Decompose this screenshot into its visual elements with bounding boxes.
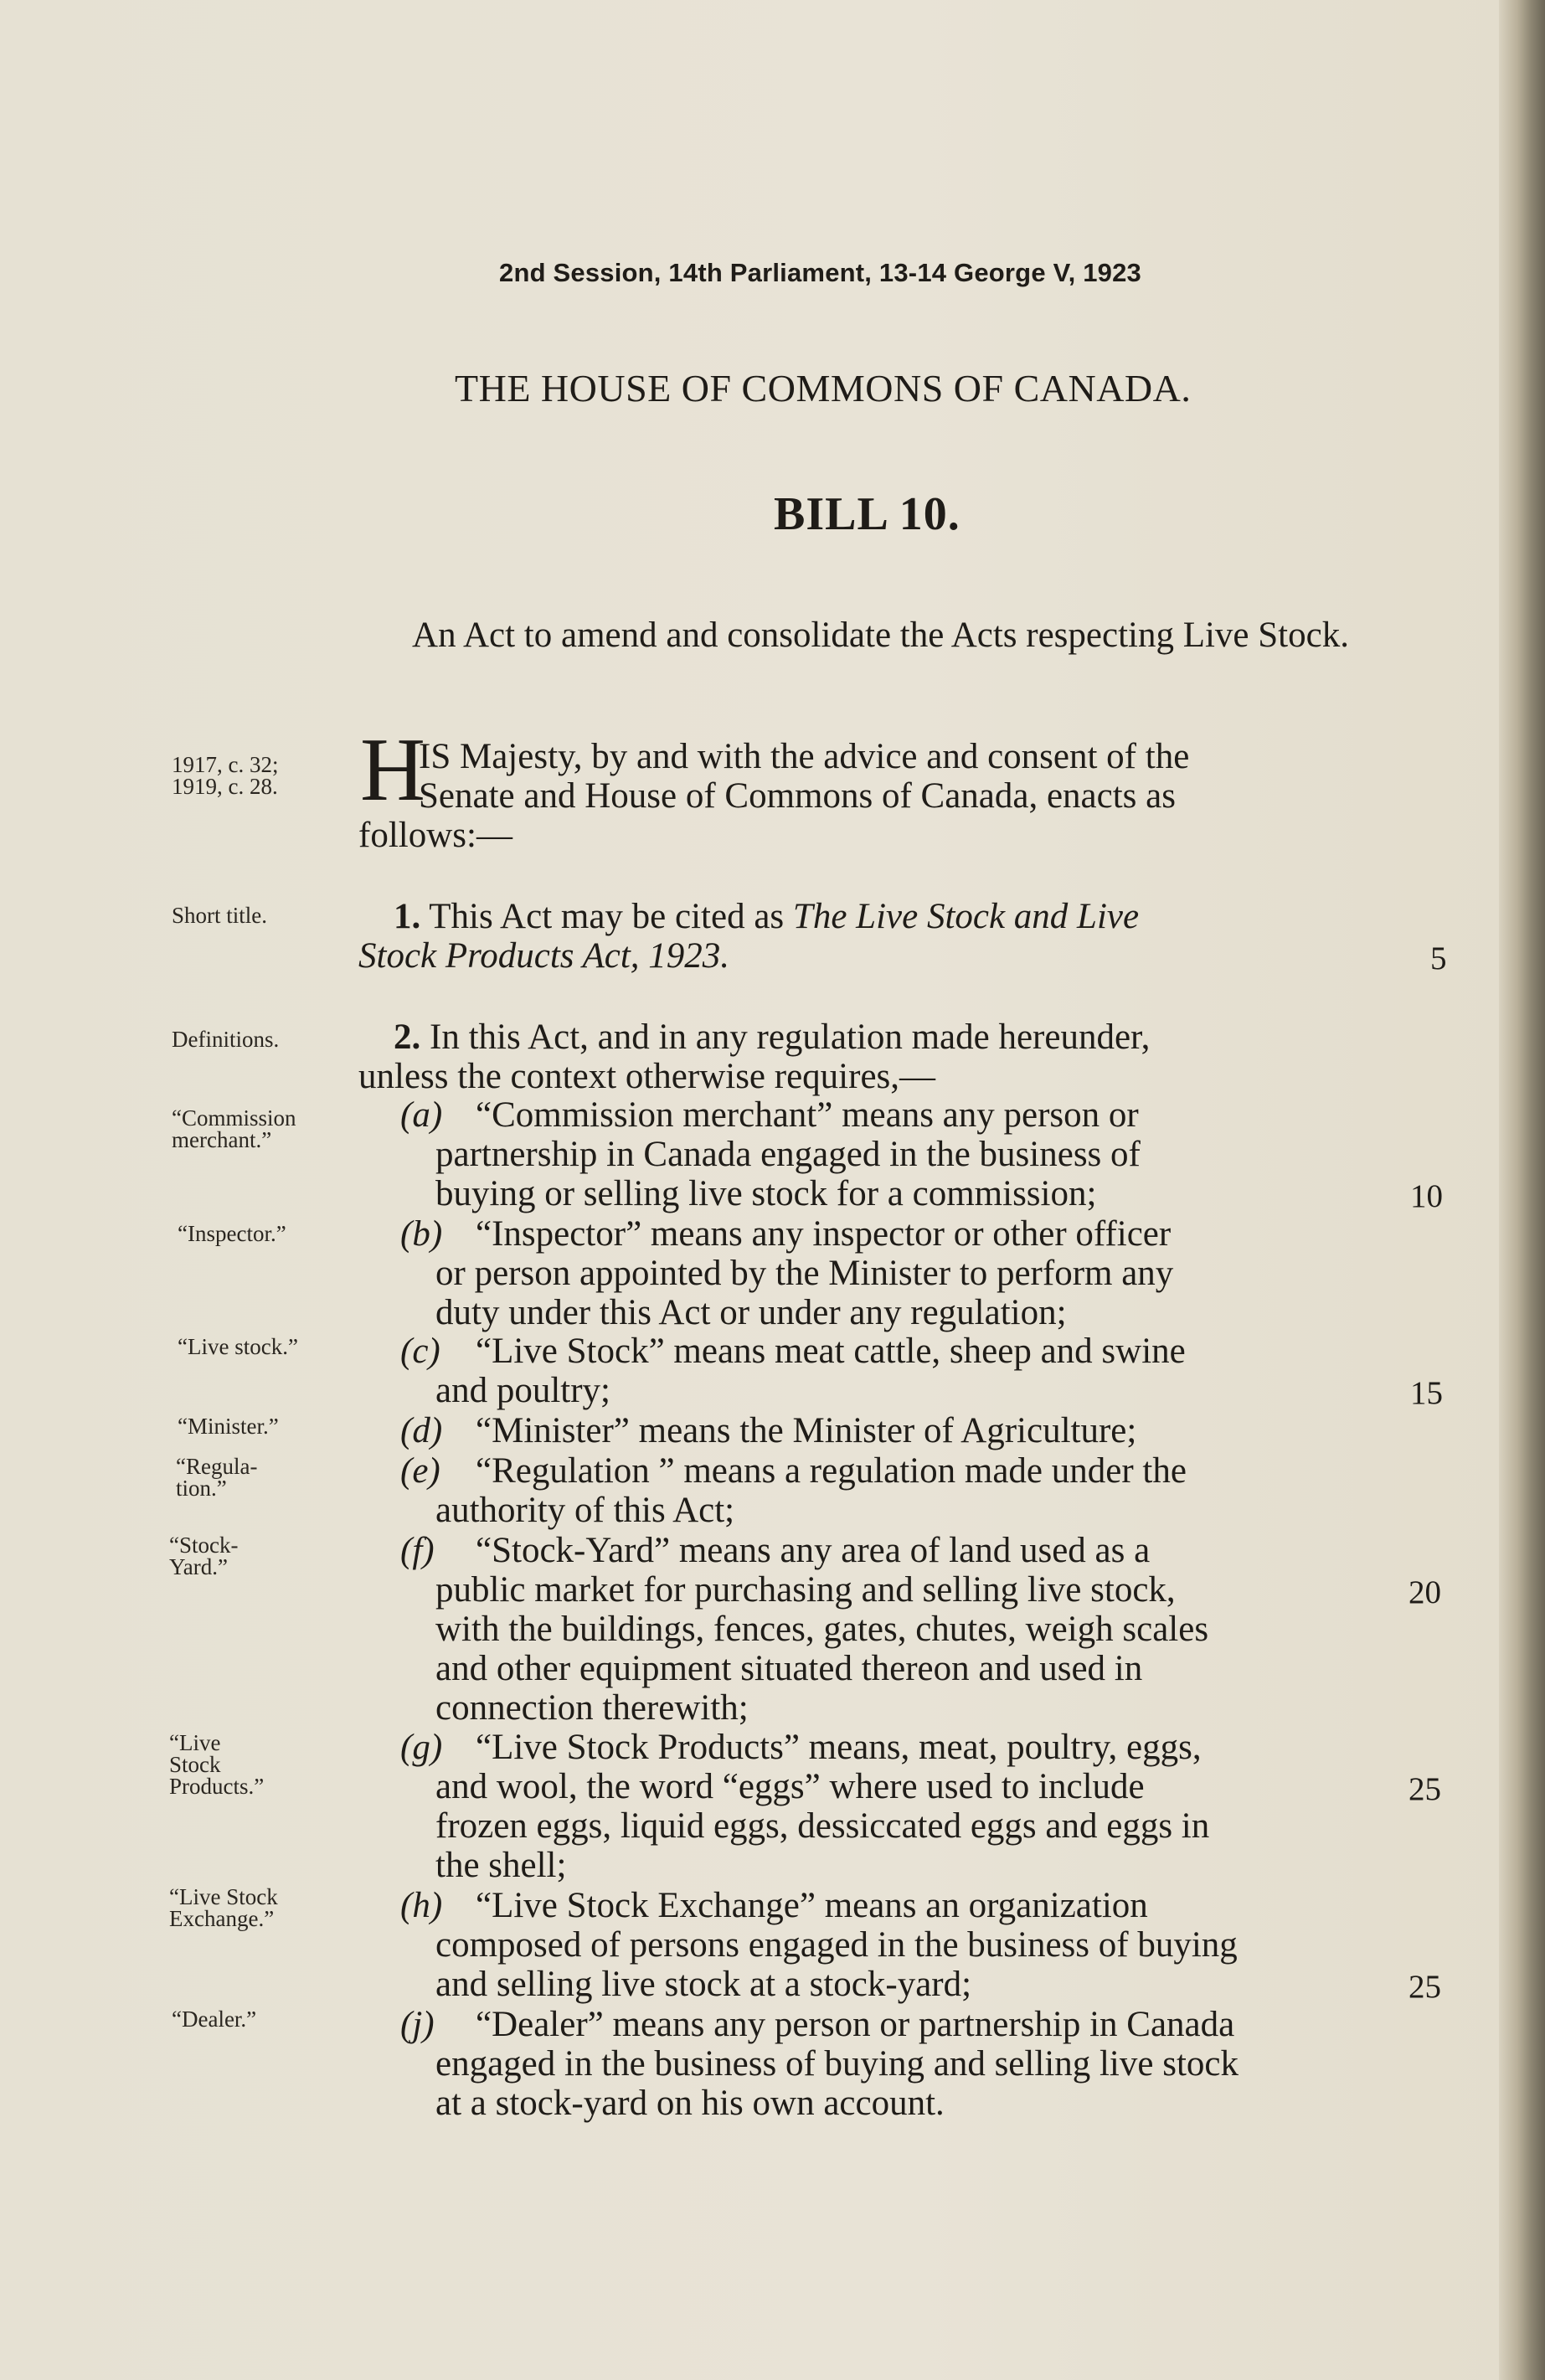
clause-letter-e: (e): [400, 1451, 440, 1491]
clause-letter-h: (h): [400, 1886, 443, 1925]
clause-j-line-1: “Dealer” means any person or partnership in Canada: [476, 2005, 1235, 2044]
clause-letter-f: (f): [400, 1531, 435, 1570]
clause-letter-b: (b): [400, 1214, 443, 1254]
clause-f-line-2: public market for purchasing and selling live stock,: [435, 1570, 1176, 1610]
margin-note-citation: 1917, c. 32; 1919, c. 28.: [172, 752, 279, 799]
clause-e-line-2: authority of this Act;: [435, 1491, 735, 1530]
clause-g-line-1: “Live Stock Products” means, meat, poultry, eggs,: [476, 1728, 1202, 1767]
clause-a-line-1: “Commission merchant” means any person or: [476, 1095, 1139, 1135]
clause-g-line-3: frozen eggs, liquid eggs, dessiccated eggs and eggs in: [435, 1806, 1210, 1846]
clause-j-line-2: engaged in the business of buying and selling live stock: [435, 2044, 1239, 2084]
line-number: 25: [1409, 1771, 1441, 1807]
section-1-lead: This Act may be cited as: [429, 897, 785, 936]
section-2-lead: In this Act, and in any regulation made hereunder,: [430, 1017, 1151, 1057]
clause-h-line-2: composed of persons engaged in the business of buying: [435, 1925, 1238, 1965]
enacting-line-1: IS Majesty, by and with the advice and consent of the: [419, 737, 1190, 776]
clause-h-line-1: “Live Stock Exchange” means an organization: [476, 1886, 1148, 1925]
clause-e-line-1: “Regulation ” means a regulation made under the: [476, 1451, 1187, 1491]
line-number: 10: [1410, 1178, 1443, 1214]
clause-b-line-1: “Inspector” means any inspector or other officer: [476, 1214, 1172, 1254]
book-gutter: [1499, 0, 1545, 2380]
margin-note-short-title: Short title.: [172, 903, 267, 928]
clause-b-line-2: or person appointed by the Minister to perform any: [435, 1254, 1174, 1293]
line-number: 25: [1409, 1969, 1441, 2005]
clause-letter-j: (j): [400, 2005, 435, 2044]
clause-h-line-3: and selling live stock at a stock-yard;: [435, 1965, 972, 2004]
clause-letter-a: (a): [400, 1095, 443, 1135]
drop-cap: H: [360, 720, 425, 820]
clause-letter-d: (d): [400, 1411, 443, 1450]
clause-b-line-3: duty under this Act or under any regulation;: [435, 1293, 1067, 1332]
clause-letter-c: (c): [400, 1332, 440, 1371]
margin-note-dealer: “Dealer.”: [172, 2007, 257, 2032]
enacting-line-3: follows:—: [358, 816, 512, 855]
section-number: 1.: [394, 897, 421, 936]
clause-f-line-3: with the buildings, fences, gates, chutes, weigh scales: [435, 1610, 1209, 1649]
clause-f-line-1: “Stock-Yard” means any area of land used as a: [476, 1531, 1151, 1570]
bill-title: BILL 10.: [774, 488, 960, 540]
line-number: 20: [1409, 1574, 1441, 1610]
session-line: 2nd Session, 14th Parliament, 13-14 George V, 1923: [499, 258, 1141, 287]
section-number: 2.: [394, 1017, 421, 1057]
section-1-text: [394, 897, 1139, 936]
margin-note-definitions: Definitions.: [172, 1027, 280, 1052]
section-2-line-1: [394, 1017, 1150, 1057]
margin-note-commission-merchant: “Commission merchant.”: [172, 1105, 296, 1152]
clause-a-line-3: buying or selling live stock for a commission;: [435, 1174, 1097, 1213]
clause-c-line-1: “Live Stock” means meat cattle, sheep and swine: [476, 1332, 1186, 1371]
section-2-line-2: unless the context otherwise requires,—: [358, 1057, 936, 1096]
clause-g-line-2: and wool, the word “eggs” where used to include: [435, 1767, 1145, 1806]
clause-letter-g: (g): [400, 1728, 443, 1767]
margin-note-live-stock: “Live stock.”: [178, 1334, 298, 1359]
clause-f-line-4: and other equipment situated thereon and used in: [435, 1649, 1143, 1688]
act-title: An Act to amend and consolidate the Acts respecting Live Stock.: [412, 616, 1349, 655]
margin-note-regulation: “Regula-tion.”: [176, 1454, 258, 1501]
clause-g-line-4: the shell;: [435, 1846, 567, 1885]
enacting-line-2: Senate and House of Commons of Canada, enacts as: [419, 776, 1176, 816]
house-title: THE HOUSE OF COMMONS OF CANADA.: [455, 367, 1192, 410]
margin-note-inspector: “Inspector.”: [178, 1221, 286, 1246]
margin-note-live-stock-products: “Live Stock Products.”: [169, 1730, 265, 1799]
margin-note-live-stock-exchange: “Live Stock Exchange.”: [169, 1884, 278, 1931]
clause-d-line-1: “Minister” means the Minister of Agriculture;: [476, 1411, 1137, 1450]
section-1-act-name-cont: Stock Products Act, 1923.: [358, 936, 730, 976]
margin-note-minister: “Minister.”: [178, 1414, 279, 1439]
clause-c-line-2: and poultry;: [435, 1371, 610, 1410]
clause-f-line-5: connection therewith;: [435, 1688, 749, 1728]
clause-j-line-3: at a stock-yard on his own account.: [435, 2084, 945, 2123]
line-number: 5: [1430, 940, 1447, 976]
section-1-act-name: The Live Stock and Live: [792, 897, 1140, 936]
margin-note-stock-yard: “Stock-Yard.”: [169, 1533, 239, 1579]
line-number: 15: [1410, 1375, 1443, 1411]
clause-a-line-2: partnership in Canada engaged in the business of: [435, 1135, 1141, 1174]
